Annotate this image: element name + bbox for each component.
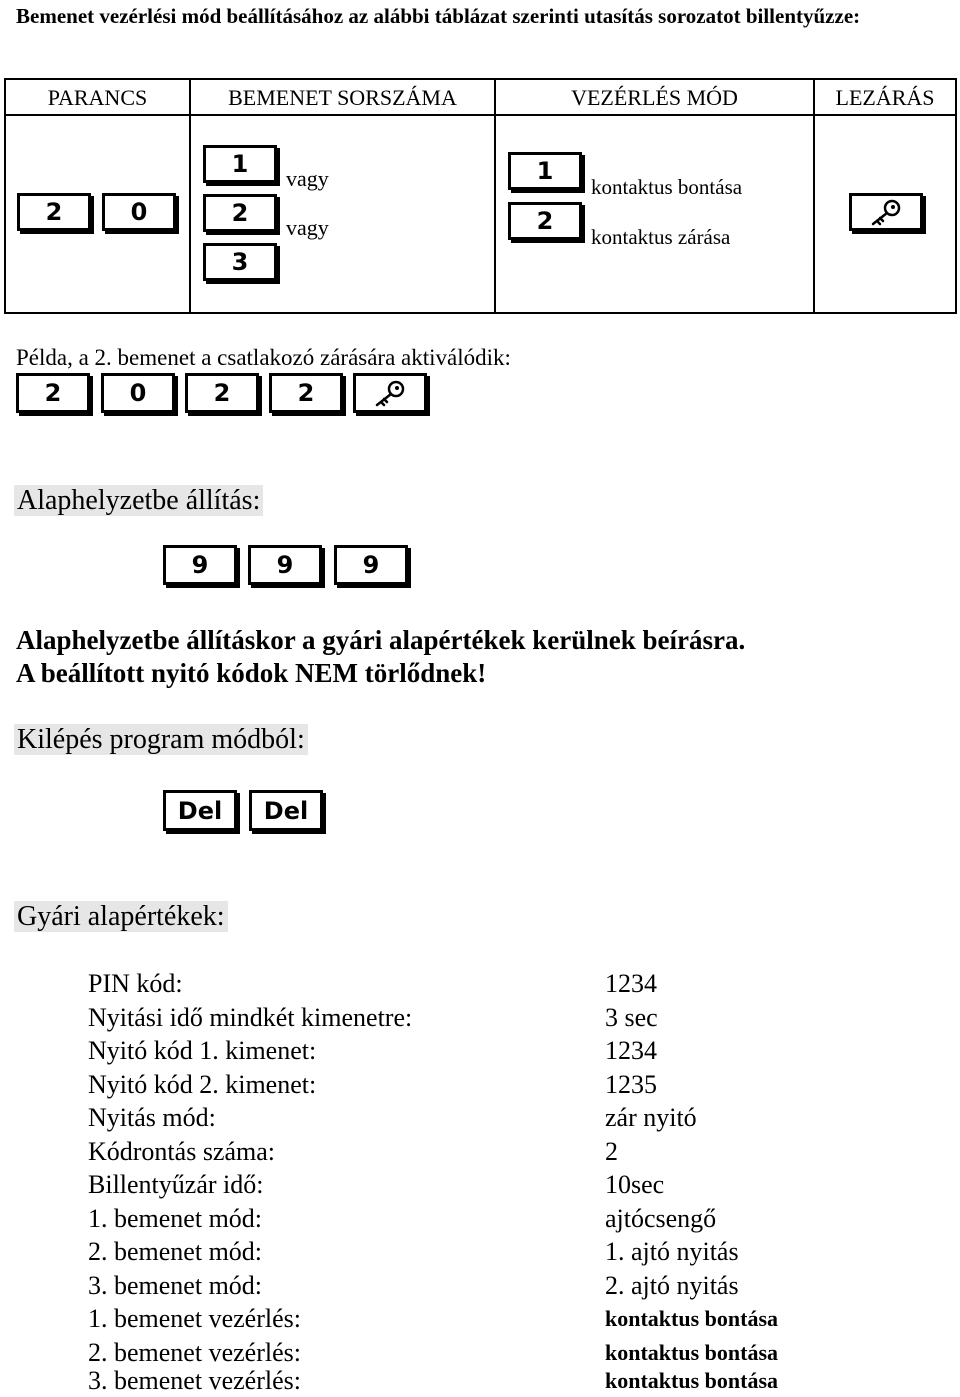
example-text: Példa, a 2. bemenet a csatlakozó zárására aktiválódik: [16,345,511,370]
column-divider [189,80,191,312]
defaults-value: 1234 [605,969,657,998]
defaults-value: kontaktus bontása [605,1306,779,1331]
defaults-value: 10sec [605,1170,665,1199]
intro-text: Bemenet vezérlési mód beállításához az alábbi táblázat szerinti utasítás sorozatot billentyűzze: [16,4,861,28]
key-2[interactable]: 2 [185,373,259,413]
defaults-value: 2 [605,1137,618,1166]
defaults-label: 2. bemenet vezérlés: [88,1338,301,1367]
defaults-label: Nyitás mód: [88,1103,216,1132]
defaults-value: 2. ajtó nyitás [605,1271,739,1300]
defaults-row [88,1135,948,1168]
defaults-value: zár nyitó [605,1103,697,1132]
defaults-value: 3 sec [605,1003,658,1032]
column-divider [813,80,815,312]
mode-label-break: kontaktus bontása [591,175,743,199]
key-9[interactable]: 9 [334,545,408,585]
defaults-value: kontaktus bontása [605,1368,779,1393]
defaults-row [88,1001,948,1034]
defaults-label: 2. bemenet mód: [88,1237,263,1266]
header-input-number: BEMENET SORSZÁMA [228,85,457,110]
defaults-label: Billentyűzár idő: [88,1170,264,1199]
defaults-row [88,1168,948,1201]
key-0[interactable]: 0 [102,193,176,231]
header-control-mode: VEZÉRLÉS MÓD [571,85,738,110]
defaults-row [88,1202,948,1235]
key-icon [868,198,904,226]
defaults-label: Nyitó kód 1. kimenet: [88,1036,317,1065]
del-key[interactable]: Del [163,790,237,831]
defaults-label: Kódrontás száma: [88,1137,276,1166]
defaults-label: 1. bemenet mód: [88,1204,263,1233]
defaults-value: 1234 [605,1036,657,1065]
defaults-row [88,1235,948,1268]
key-3[interactable]: 3 [203,243,277,281]
instruction-table [4,78,957,314]
defaults-heading: Gyári alapértékek: [14,901,228,932]
key-2[interactable]: 2 [203,194,277,232]
defaults-label: 1. bemenet vezérlés: [88,1304,301,1333]
defaults-value: ajtócsengő [605,1204,717,1233]
or-label: vagy [286,215,329,240]
exit-heading: Kilépés program módból: [14,724,308,755]
defaults-label: 3. bemenet vezérlés: [88,1366,301,1395]
reset-note-2: A beállított nyitó kódok NEM törlődnek! [16,658,487,688]
or-label: vagy [286,166,329,191]
reset-note-1: Alaphelyzetbe állításkor a gyári alapértékek kerülnek beírásra. [16,625,746,655]
defaults-label: 3. bemenet mód: [88,1271,263,1300]
defaults-row [88,1068,948,1101]
key-0[interactable]: 0 [101,373,175,413]
defaults-value: 1235 [605,1070,657,1099]
defaults-label: PIN kód: [88,969,183,998]
key-2[interactable]: 2 [16,373,90,413]
defaults-row [88,1101,948,1134]
defaults-row [88,1269,948,1302]
header-command: PARANCS [47,85,148,110]
key-2[interactable]: 2 [508,202,582,240]
column-divider [494,80,496,312]
mode-label-close: kontaktus zárása [591,225,731,249]
defaults-label: Nyitási idő mindkét kimenetre: [88,1003,413,1032]
defaults-value: 1. ajtó nyitás [605,1237,739,1266]
key-2[interactable]: 2 [17,193,91,231]
defaults-row [88,1302,948,1335]
reset-heading: Alaphelyzetbe állítás: [14,485,263,516]
key-2[interactable]: 2 [269,373,343,413]
defaults-value: kontaktus bontása [605,1340,779,1365]
header-lock: LEZÁRÁS [835,85,935,110]
key-1[interactable]: 1 [203,145,277,183]
defaults-row [88,1034,948,1067]
key-1[interactable]: 1 [508,152,582,190]
defaults-row [88,967,948,1000]
key-9[interactable]: 9 [248,545,322,585]
del-key[interactable]: Del [249,790,323,831]
defaults-label: Nyitó kód 2. kimenet: [88,1070,317,1099]
defaults-row [88,1364,948,1397]
key-icon-button[interactable] [353,373,427,413]
key-icon [372,379,408,407]
key-icon-button[interactable] [849,193,923,231]
key-9[interactable]: 9 [163,545,237,585]
